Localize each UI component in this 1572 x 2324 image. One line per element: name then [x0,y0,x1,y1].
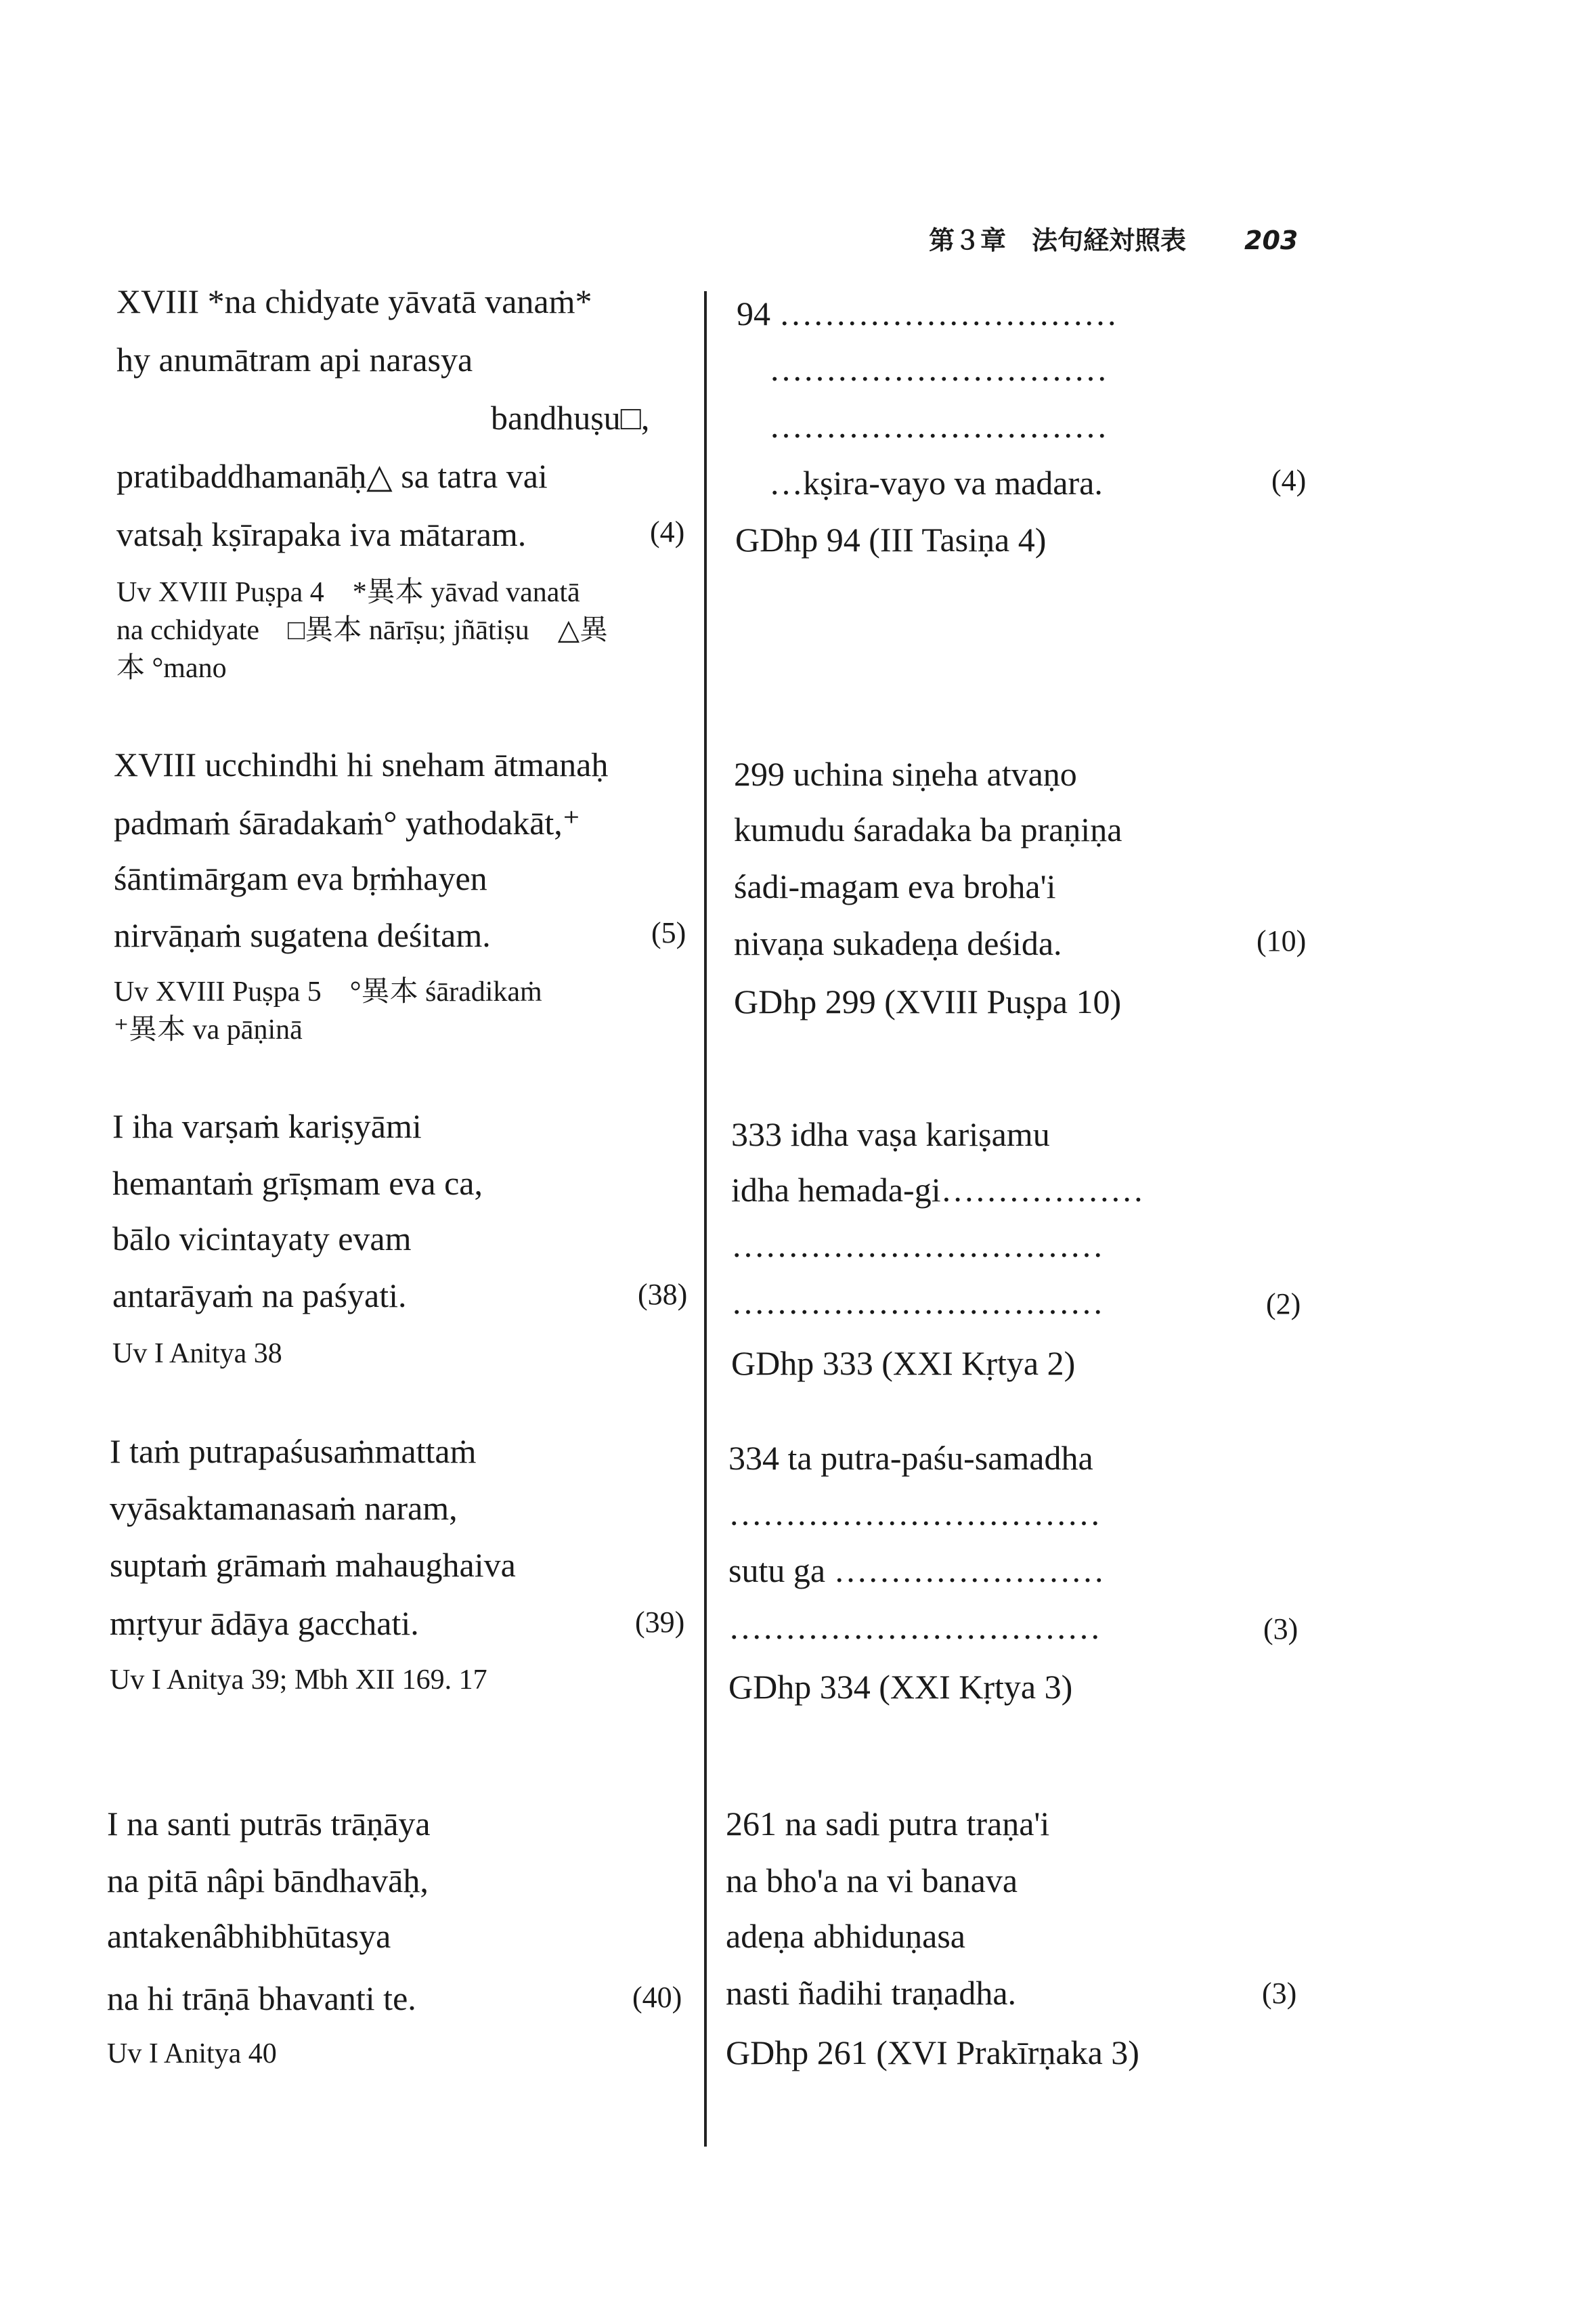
verse-line: vyāsaktamanasaṁ naram, [110,1489,458,1527]
verse-line: 94 ………………………… [737,295,1118,332]
verse-line: bālo vicintayaty evam [112,1220,412,1257]
verse-line: sutu ga …………………… [728,1551,1105,1589]
verse-line: bandhuṣu□, [491,399,650,437]
verse-line: padmaṁ śāradakaṁ° yathodakāt,⁺ [114,804,581,842]
source-note: Uv XVIII Puṣpa 4 *異本 yāvad vanatā [116,577,580,608]
source-note: GDhp 261 (XVI Prakīrṇaka 3) [726,2034,1139,2071]
verse-number: (39) [635,1606,685,1639]
source-note: Uv I Anitya 39; Mbh XII 169. 17 [110,1664,487,1696]
verse-line: ………………………… [769,407,1108,445]
verse-line: I taṁ putrapaśusaṁmattaṁ [110,1432,477,1470]
source-note: GDhp 333 (XXI Kṛtya 2) [731,1344,1076,1382]
verse-line: mṛtyur ādāya gacchati. [110,1604,419,1642]
verse-line: …kṣira-vayo va madara. [769,464,1103,502]
verse-line: …………………………… [731,1226,1104,1264]
verse-line: …………………………… [728,1608,1101,1646]
verse-line: idha hemada-gi……………… [731,1171,1144,1209]
page-number: 203 [1244,225,1298,255]
verse-line: nasti ñadihi traṇadha. [726,1974,1017,2012]
verse-line: kumudu śaradaka ba praṇiṇa [734,811,1122,848]
source-note: Uv I Anitya 38 [112,1338,282,1369]
verse-number: (2) [1266,1287,1301,1320]
verse-line: na bho'a na vi banava [726,1862,1018,1899]
verse-line: śadi-magam eva broha'i [734,867,1056,905]
verse-line: 299 uchina siṇeha atvaṇo [734,755,1077,793]
verse-line: nivaṇa sukadeṇa deśida. [734,924,1062,962]
verse-line: I na santi putrās trāṇāya [107,1805,431,1843]
verse-line: adeṇa abhiduṇasa [726,1917,966,1955]
verse-line: pratibaddhamanāḥ△ sa tatra vai [116,457,548,495]
verse-line: suptaṁ grāmaṁ mahaughaiva [110,1546,516,1584]
verse-line: antakenâbhibhūtasya [107,1917,391,1955]
chapter-title: 第３章 法句経対照表 [929,225,1187,255]
verse-number: (4) [1271,464,1307,497]
verse-line: 334 ta putra-paśu-samadha [728,1439,1093,1477]
verse-number: (4) [650,515,685,548]
verse-line: 333 idha vaṣa kariṣamu [731,1115,1050,1153]
verse-line: XVIII ucchindhi hi sneham ātmanaḥ [114,746,609,783]
verse-line: hy anumātram api narasya [116,341,473,379]
verse-line: XVIII *na chidyate yāvatā vanaṁ* [116,282,592,320]
verse-number: (5) [651,916,686,949]
source-note: ⁺異本 va pāṇinā [114,1014,303,1046]
source-note: 本 °mano [116,653,227,684]
verse-number: (40) [632,1981,682,2014]
source-note: GDhp 334 (XXI Kṛtya 3) [728,1668,1073,1706]
source-note: na cchidyate □異本 nārīṣu; jñātiṣu △異 [116,615,609,646]
source-note: Uv XVIII Puṣpa 5 °異本 śāradikaṁ [114,976,542,1008]
source-note: GDhp 299 (XVIII Puṣpa 10) [734,983,1122,1020]
verse-line: …………………………… [728,1494,1101,1532]
verse-line: śāntimārgam eva bṛṁhayen [114,859,487,897]
verse-number: (3) [1263,1612,1298,1645]
verse-line: hemantaṁ grīṣmam eva ca, [112,1164,483,1202]
verse-line: ………………………… [769,350,1108,388]
verse-line: I iha varṣaṁ kariṣyāmi [112,1107,422,1145]
verse-line: na hi trāṇā bhavanti te. [107,1979,416,2017]
verse-line: antarāyaṁ na paśyati. [112,1276,407,1314]
verse-number: (10) [1257,924,1307,957]
verse-line: nirvāṇaṁ sugatena deśitam. [114,916,491,954]
verse-line: …………………………… [731,1283,1104,1321]
verse-line: vatsaḥ kṣīrapaka iva mātaram. [116,515,527,553]
verse-number: (3) [1262,1977,1297,2010]
verse-line: na pitā nâpi bāndhavāḥ, [107,1862,429,1899]
verse-number: (38) [638,1278,688,1311]
verse-line: 261 na sadi putra traṇa'i [726,1805,1050,1843]
column-divider [704,291,707,2147]
source-note: Uv I Anitya 40 [107,2038,277,2069]
source-note: GDhp 94 (III Tasiṇa 4) [735,521,1047,559]
